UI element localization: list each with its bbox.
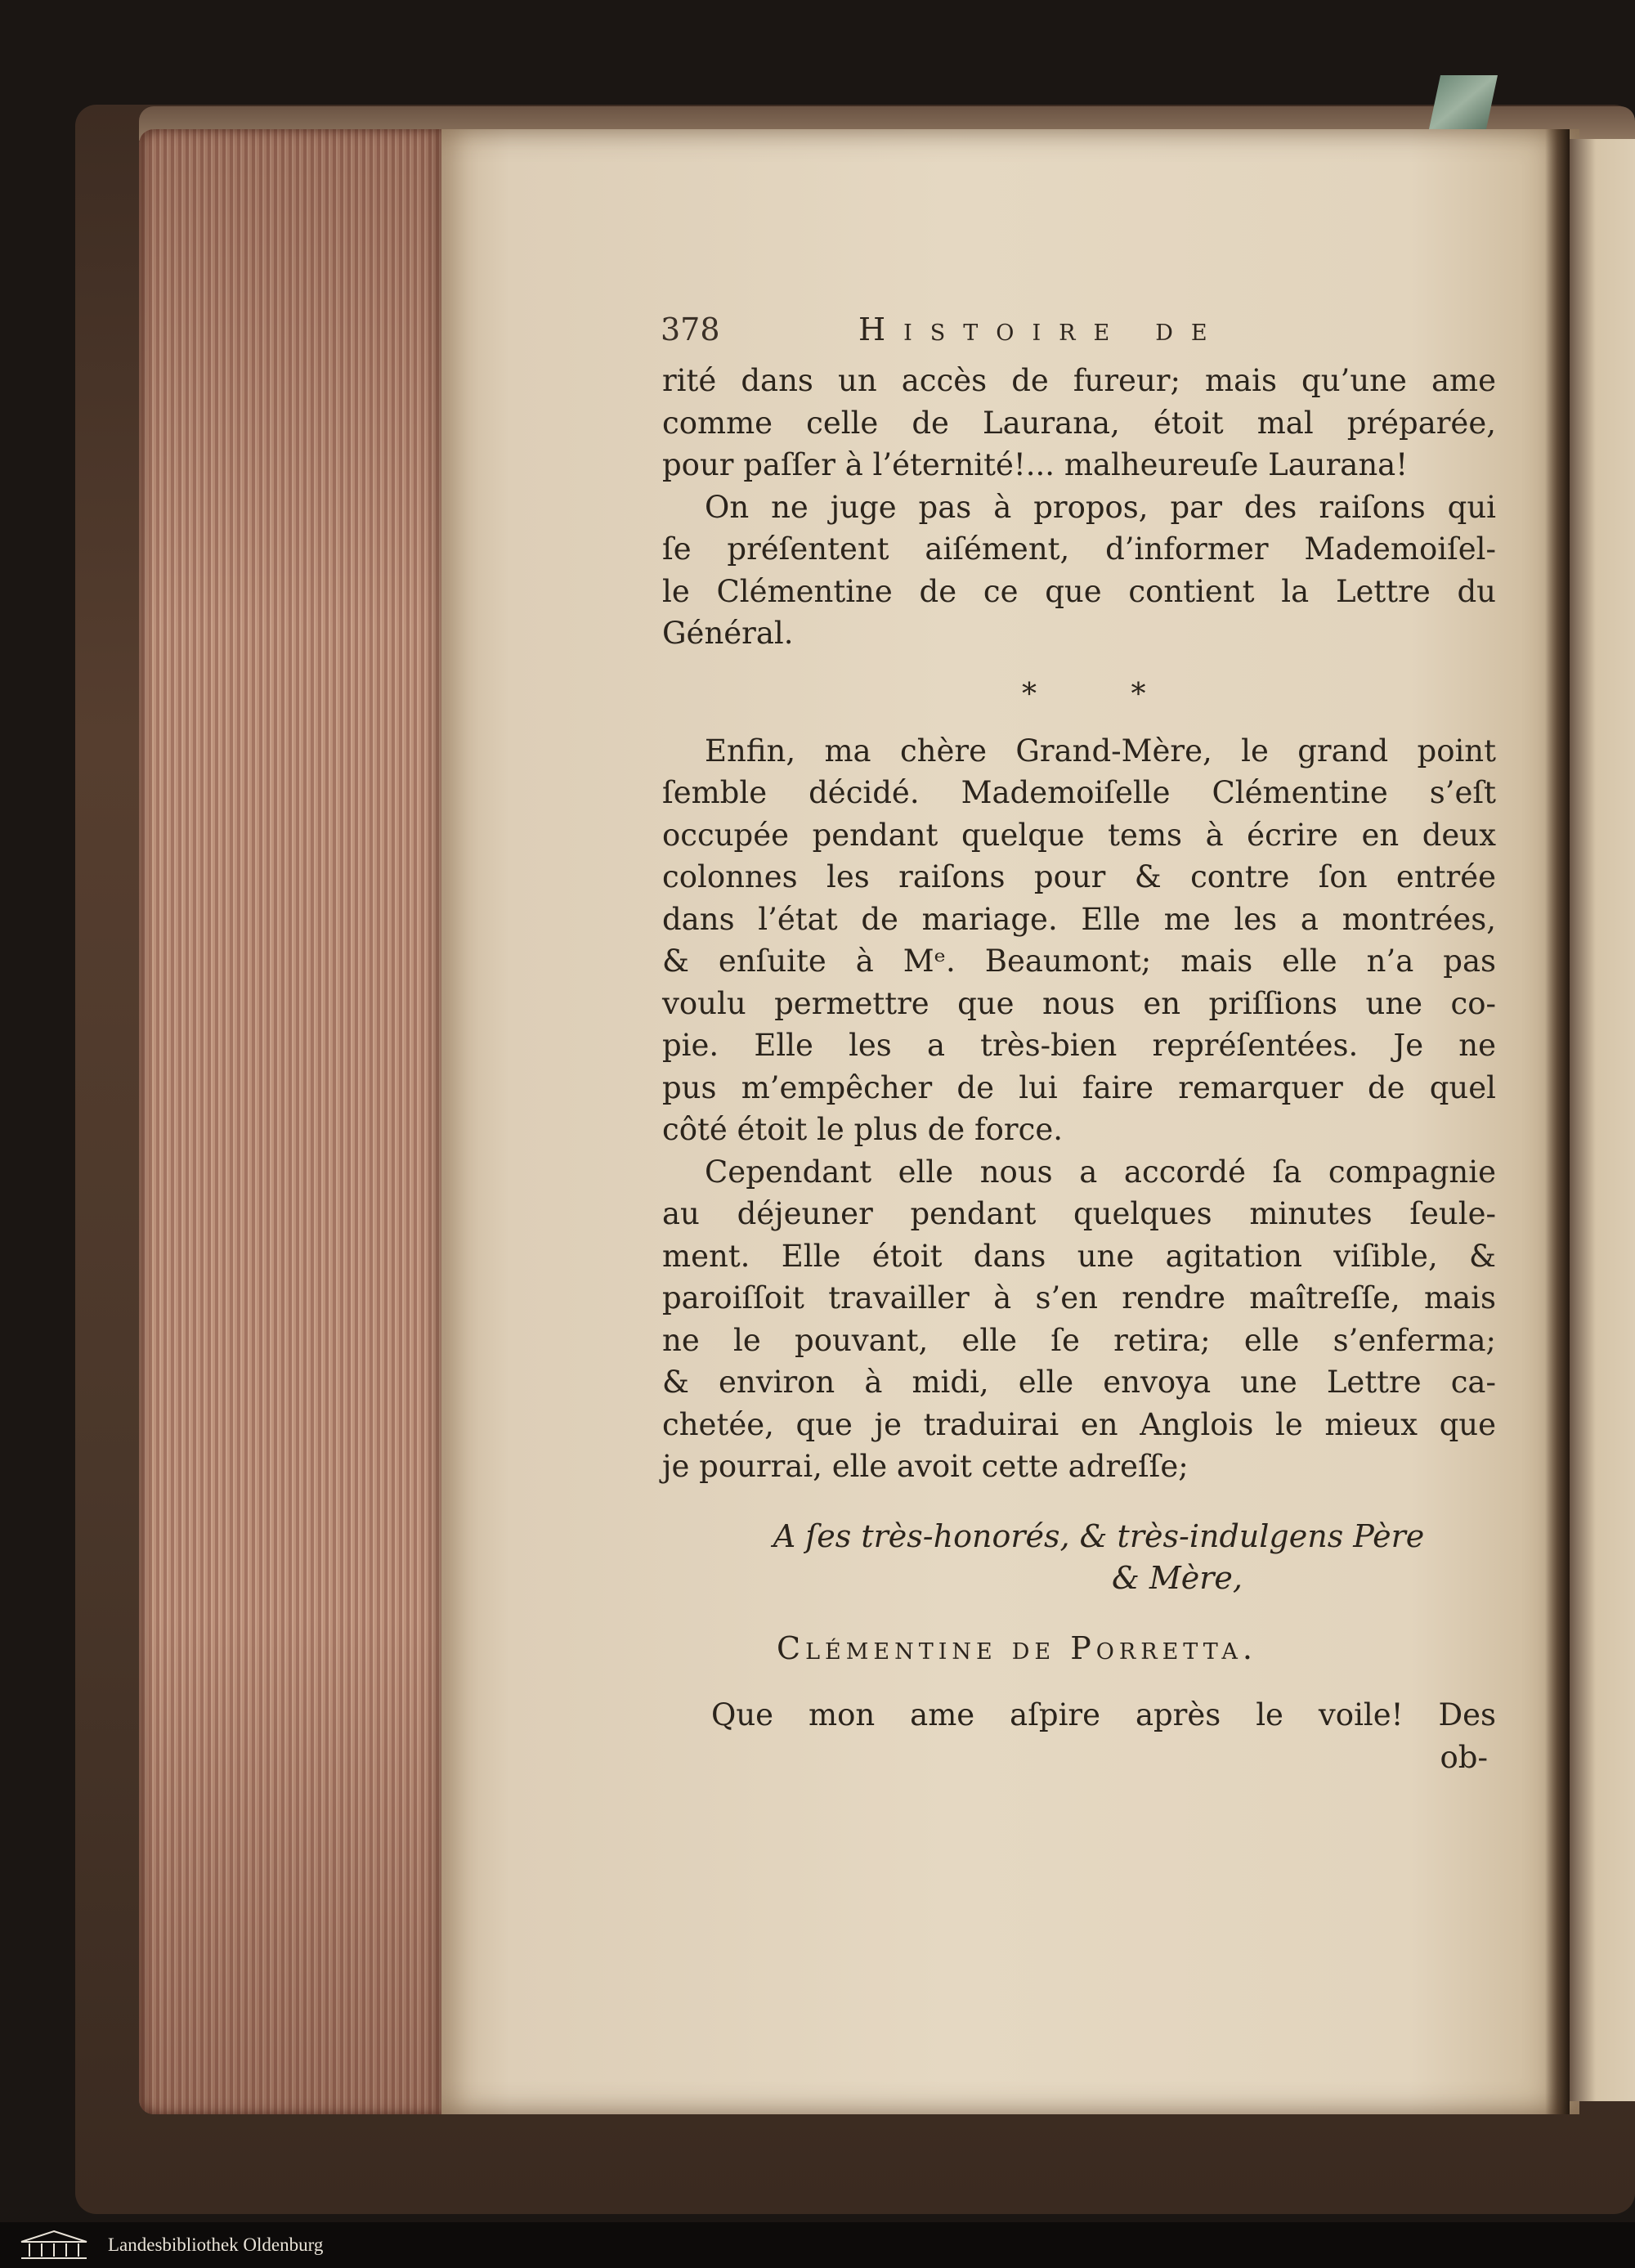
text-line: & enſuite à Mᵉ. Beaumont; mais elle n’a pas [662,944,1496,979]
text-line: comme celle de Laurana, étoit mal préparée, [662,405,1496,441]
text-line: Général. [662,616,794,651]
book-gutter [1545,129,1570,2114]
text-line: chetée, que je traduirai en Anglois le mieux que [662,1406,1496,1442]
text-line: voulu permettre que nous en priſſions une co- [662,985,1496,1021]
text-line: pour paſſer à l’éternité!... malheureuſe Laurana! [662,447,1409,482]
text-line: ſemble décidé. Mademoiſelle Clémentine s’eſt [662,775,1496,810]
library-building-icon [18,2229,90,2261]
text-line: ment. Elle étoit dans une agitation viſible, & [662,1238,1496,1274]
text-line: colonnes les raiſons pour & contre ſon entrée [662,859,1496,894]
text-line: dans l’état de mariage. Elle me les a montrées, [662,901,1496,937]
text-line: Que mon ame aſpire après le voile! Des [711,1697,1496,1732]
text-line: côté étoit le plus de force. [662,1112,1063,1147]
text-line: & environ à midi, elle envoya une Lettre ca- [662,1365,1496,1400]
text-line: Cependant elle nous a accordé ſa compagnie [705,1154,1496,1190]
text-line: ne le pouvant, elle ſe retira; elle s’enferma; [662,1322,1496,1358]
paragraph-1 [662,360,1496,486]
page-header [662,309,1496,356]
text-line: au déjeuner pendant quelques minutes ſeule- [662,1196,1496,1231]
text-line: pie. Elle les a très-bien repréſentées. Je ne [662,1028,1496,1063]
library-name[interactable]: Landesbibliothek Oldenburg [108,2234,324,2255]
text-line: On ne juge pas à propos, par des raiſons qui [705,489,1496,525]
paragraph-2 [662,486,1496,655]
letter-address-line: A ſes très-honorés, & très-indulgens Père [773,1517,1425,1554]
bookmark-ribbon [1429,75,1498,129]
text-line: paroiſſoit travailler à s’en rendre maîtreſſe, mais [662,1280,1496,1316]
page-edges-shade [139,129,448,2114]
text-line: je pourrai, elle avoit cette adreſſe; [662,1449,1189,1484]
page-number: 378 [661,312,720,347]
paragraph-3 [662,730,1496,1151]
next-page-edge [1570,139,1635,2101]
letter-signature: Clémentine de Porretta. [777,1629,1257,1666]
text-line: Enfin, ma chère Grand-Mère, le grand point [705,733,1496,769]
catchword: ob- [1440,1739,1488,1775]
text-line: ſe préſentent aiſément, d’informer Mademoiſel- [662,531,1496,567]
text-line: rité dans un accès de fureur; mais qu’une ame [662,363,1496,398]
page-text [662,309,1496,1778]
letter-address-line: & Mère, [1111,1560,1243,1596]
text-line: le Clémentine de ce que contient la Lettre du [662,573,1496,609]
text-line: pus m’empêcher de lui faire remarquer de quel [662,1069,1496,1105]
running-head: Histoire de [858,312,1225,347]
paragraph-4 [662,1151,1496,1488]
text-line: occupée pendant quelque tems à écrire en deux [662,817,1496,853]
section-separator: * * [1022,677,1189,711]
